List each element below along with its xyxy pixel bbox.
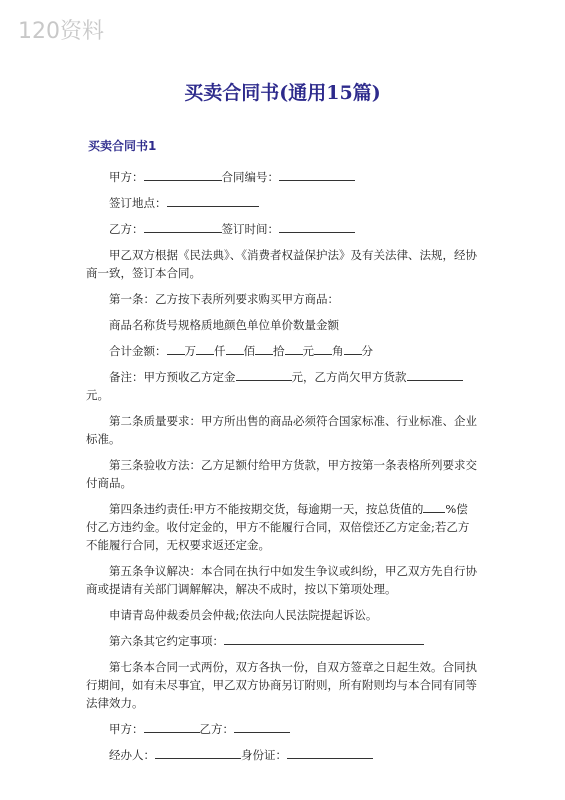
party-b-field[interactable] (144, 220, 222, 233)
sign-time-field[interactable] (279, 220, 355, 233)
deposit-field[interactable] (236, 368, 292, 381)
article-6: 第六条其它约定事项： (86, 632, 478, 650)
contract-body (86, 168, 478, 772)
total-amount-line: 合计金额： 万 仟 佰 拾 元 角 分 (109, 344, 373, 358)
sign-place-field[interactable] (167, 194, 259, 207)
jiao-field[interactable] (314, 342, 332, 355)
balance-field[interactable] (407, 368, 463, 381)
shi-field[interactable] (255, 342, 273, 355)
party-b-sign-field[interactable] (234, 720, 290, 733)
fen-field[interactable] (344, 342, 362, 355)
article-5: 第五条争议解决：本合同在执行中如发生争议或纠纷，甲乙双方先自行协商或提请有关部门调解解决，解决不成时，按以下第项处理。 (86, 564, 477, 596)
other-matters-field[interactable] (224, 632, 424, 645)
agent-line: 经办人： 身份证： (86, 746, 478, 764)
yuan-field[interactable] (285, 342, 303, 355)
qian-field[interactable] (196, 342, 214, 355)
wan-field[interactable] (167, 342, 185, 355)
signature-line: 甲方： 乙方： (86, 720, 478, 738)
article-2: 第二条质量要求：甲方所出售的商品必须符合国家标准、行业标准、企业标准。 (86, 414, 477, 446)
penalty-rate-field[interactable] (423, 500, 445, 513)
arbitration-line: 申请青岛仲裁委员会仲裁;依法向人民法院提起诉讼。 (109, 608, 378, 622)
sign-place-line: 签订地点： (86, 194, 478, 212)
article-3: 第三条验收方法：乙方足额付给甲方货款，甲方按第一条表格所列要求交付商品。 (86, 458, 477, 490)
party-b-line: 乙方： 签订时间： (86, 220, 478, 238)
agent-field[interactable] (155, 746, 241, 759)
article-4: 第四条违约责任:甲方不能按期交货，每逾期一天，按总货值的 %偿付乙方违约金。收付定金的，甲方不能履行合同，双倍偿还乙方定金;若乙方不能履行合同，无权要求返还定金。 (86, 502, 470, 552)
document-title: 买卖合同书(通用15篇) (184, 82, 381, 104)
contract-no-field[interactable] (279, 168, 355, 181)
intro-paragraph: 甲乙双方根据《民法典》、《消费者权益保护法》及有关法律、法规，经协商一致，签订本合同。 (86, 248, 477, 280)
bai-field[interactable] (226, 342, 244, 355)
article-1: 第一条：乙方按下表所列要求购买甲方商品： (109, 292, 339, 306)
article-7: 第七条本合同一式两份，双方各执一份，自双方签章之日起生效。合同执行期间，如有未尽事宜，甲乙双方协商另订附则，所有附则均与本合同有同等法律效力。 (86, 660, 477, 710)
party-a-field[interactable] (144, 168, 222, 181)
party-a-sign-field[interactable] (144, 720, 200, 733)
goods-table-header: 商品名称货号规格质地颜色单位单价数量金额 (109, 318, 339, 332)
watermark: 120资料 (18, 19, 104, 44)
id-card-field[interactable] (287, 746, 373, 759)
party-a-line: 甲方： 合同编号： (86, 168, 478, 186)
section-title: 买卖合同书1 (88, 139, 157, 153)
note-line: 备注：甲方预收乙方定金 元，乙方尚欠甲方货款元。 (86, 368, 478, 404)
